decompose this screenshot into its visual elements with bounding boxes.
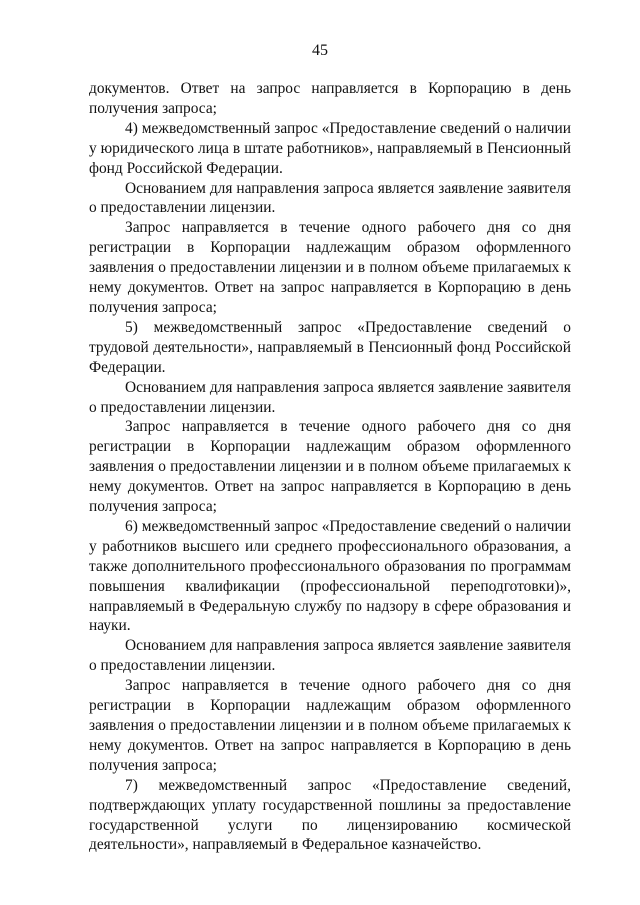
page-number: 45: [312, 42, 328, 59]
paragraph-basis: Основанием для направления запроса является заявление заявителя о предоставлении лицензии.: [89, 378, 571, 416]
paragraph-timing: Запрос направляется в течение одного рабочего дня со дня регистрации в Корпорации надлежащим образом оформленного заявления о предоставлении лицензии и в полном объеме прилагаемых к нему документов. Ответ на запрос направляется в Корпорацию в день получения запроса;: [89, 219, 571, 316]
paragraph-timing: Запрос направляется в течение одного рабочего дня со дня регистрации в Корпорации надлежащим образом оформленного заявления о предоставлении лицензии и в полном объеме прилагаемых к нему документов. Ответ на запрос направляется в Корпорацию в день получения запроса;: [89, 677, 571, 774]
paragraph-basis: Основанием для направления запроса является заявление заявителя о предоставлении лицензии.: [89, 637, 571, 675]
paragraph-basis: Основанием для направления запроса является заявление заявителя о предоставлении лицензии.: [89, 179, 571, 217]
paragraph-item-7: 7) межведомственный запрос «Предоставление сведений, подтверждающих уплату государственной пошлины за предоставление государственной услуги по лицензированию космической деятельности», направляемый в Федеральное казначейство.: [89, 776, 571, 854]
paragraph-item-6: 6) межведомственный запрос «Предоставление сведений о наличии у работников высшего или среднего профессионального образования, а также дополнительного профессионального образования по программам повышения квалификации (профессиональной переподготовки)», направляемый в Федеральную службу по надзору в сфере образования и науки.: [89, 517, 571, 635]
paragraph-item-4: 4) межведомственный запрос «Предоставление сведений о наличии у юридического лица в штате работников», направляемый в Пенсионный фонд Российской Федерации.: [89, 119, 571, 177]
document-body: [89, 79, 571, 855]
paragraph-item-5: 5) межведомственный запрос «Предоставление сведений о трудовой деятельности», направляемый в Пенсионный фонд Российской Федерации.: [89, 318, 571, 376]
paragraph-timing: Запрос направляется в течение одного рабочего дня со дня регистрации в Корпорации надлежащим образом оформленного заявления о предоставлении лицензии и в полном объеме прилагаемых к нему документов. Ответ на запрос направляется в Корпорацию в день получения запроса;: [89, 418, 571, 516]
paragraph-continuation: документов. Ответ на запрос направляется в Корпорацию в день получения запроса;: [89, 80, 571, 117]
